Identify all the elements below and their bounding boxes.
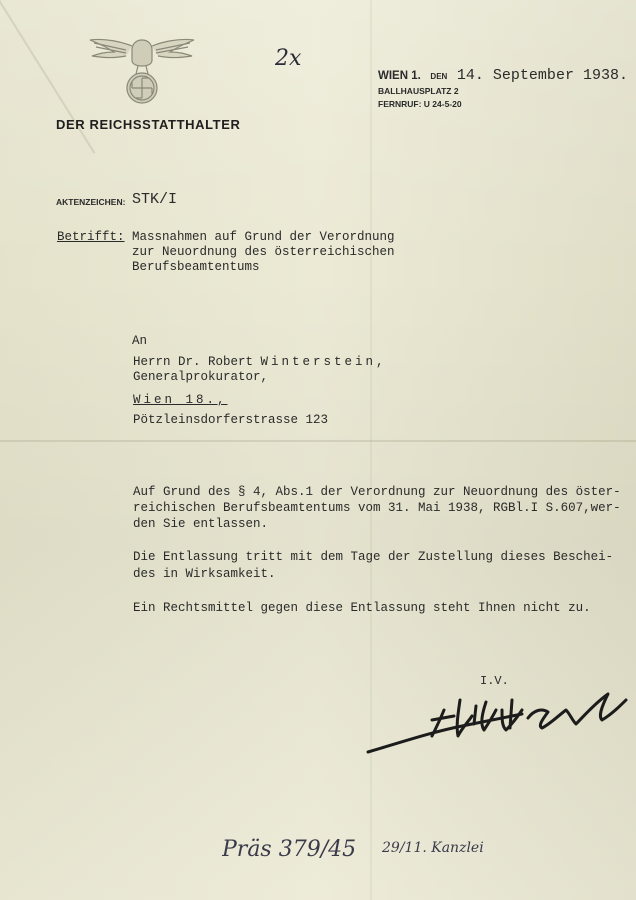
body-line: Die Entlassung tritt mit dem Tage der Zustellung dieses Beschei- [133, 550, 614, 564]
fold-line-vertical [370, 0, 372, 900]
handwritten-reference-mark: 2x [275, 46, 302, 71]
eagle-emblem-icon [86, 30, 198, 110]
subject-line: Massnahmen auf Grund der Verordnung [132, 230, 395, 244]
body-line: reichischen Berufsbeamtentums vom 31. Mai 1938, RGBl.I S.607,wer- [133, 501, 621, 515]
file-reference-label: AKTENZEICHEN: [56, 197, 126, 207]
fold-line-horizontal [0, 440, 636, 442]
place-suffix: DEN [430, 72, 448, 81]
recipient-to: An [132, 334, 148, 348]
sender-phone: FERNRUF: U 24-5-20 [378, 99, 462, 109]
body-line: den Sie entlassen. [133, 517, 269, 531]
signature-icon [362, 680, 632, 760]
subject-line: Berufsbeamtentums [132, 260, 260, 274]
file-reference-value: STK/I [132, 191, 178, 208]
subject-text [132, 230, 395, 275]
body-line: Auf Grund des § 4, Abs.1 der Verordnung zur Neuordnung des öster- [133, 485, 621, 499]
place-date-line [378, 66, 628, 84]
recipient-title: Generalprokurator, [133, 370, 269, 384]
recipient-street: Pötzleinsdorferstrasse 123 [133, 413, 329, 427]
recipient-name [133, 355, 387, 370]
sender-address: BALLHAUSPLATZ 2 [378, 86, 459, 96]
handwritten-file-remark: 29/11. Kanzlei [382, 840, 484, 856]
body-line: des in Wirksamkeit. [133, 567, 276, 581]
authority-title: DER REICHSSTATTHALTER [56, 117, 241, 132]
body-line: Ein Rechtsmittel gegen diese Entlassung steht Ihnen nicht zu. [133, 601, 591, 615]
recipient-surname: Winterstein, [260, 355, 387, 369]
place: WIEN 1. [378, 70, 421, 82]
letter-date: 14. September 1938. [456, 67, 628, 84]
handwritten-file-note [222, 818, 582, 873]
subject-label: Betrifft: [57, 230, 125, 244]
subject-line: zur Neuordnung des österreichischen [132, 245, 395, 259]
signature-iv: I.V. [480, 674, 509, 688]
recipient-salutation: Herrn Dr. Robert [133, 355, 254, 369]
handwritten-file-number: Präs 379/45 [222, 837, 357, 862]
recipient-city: Wien 18., [133, 393, 228, 407]
